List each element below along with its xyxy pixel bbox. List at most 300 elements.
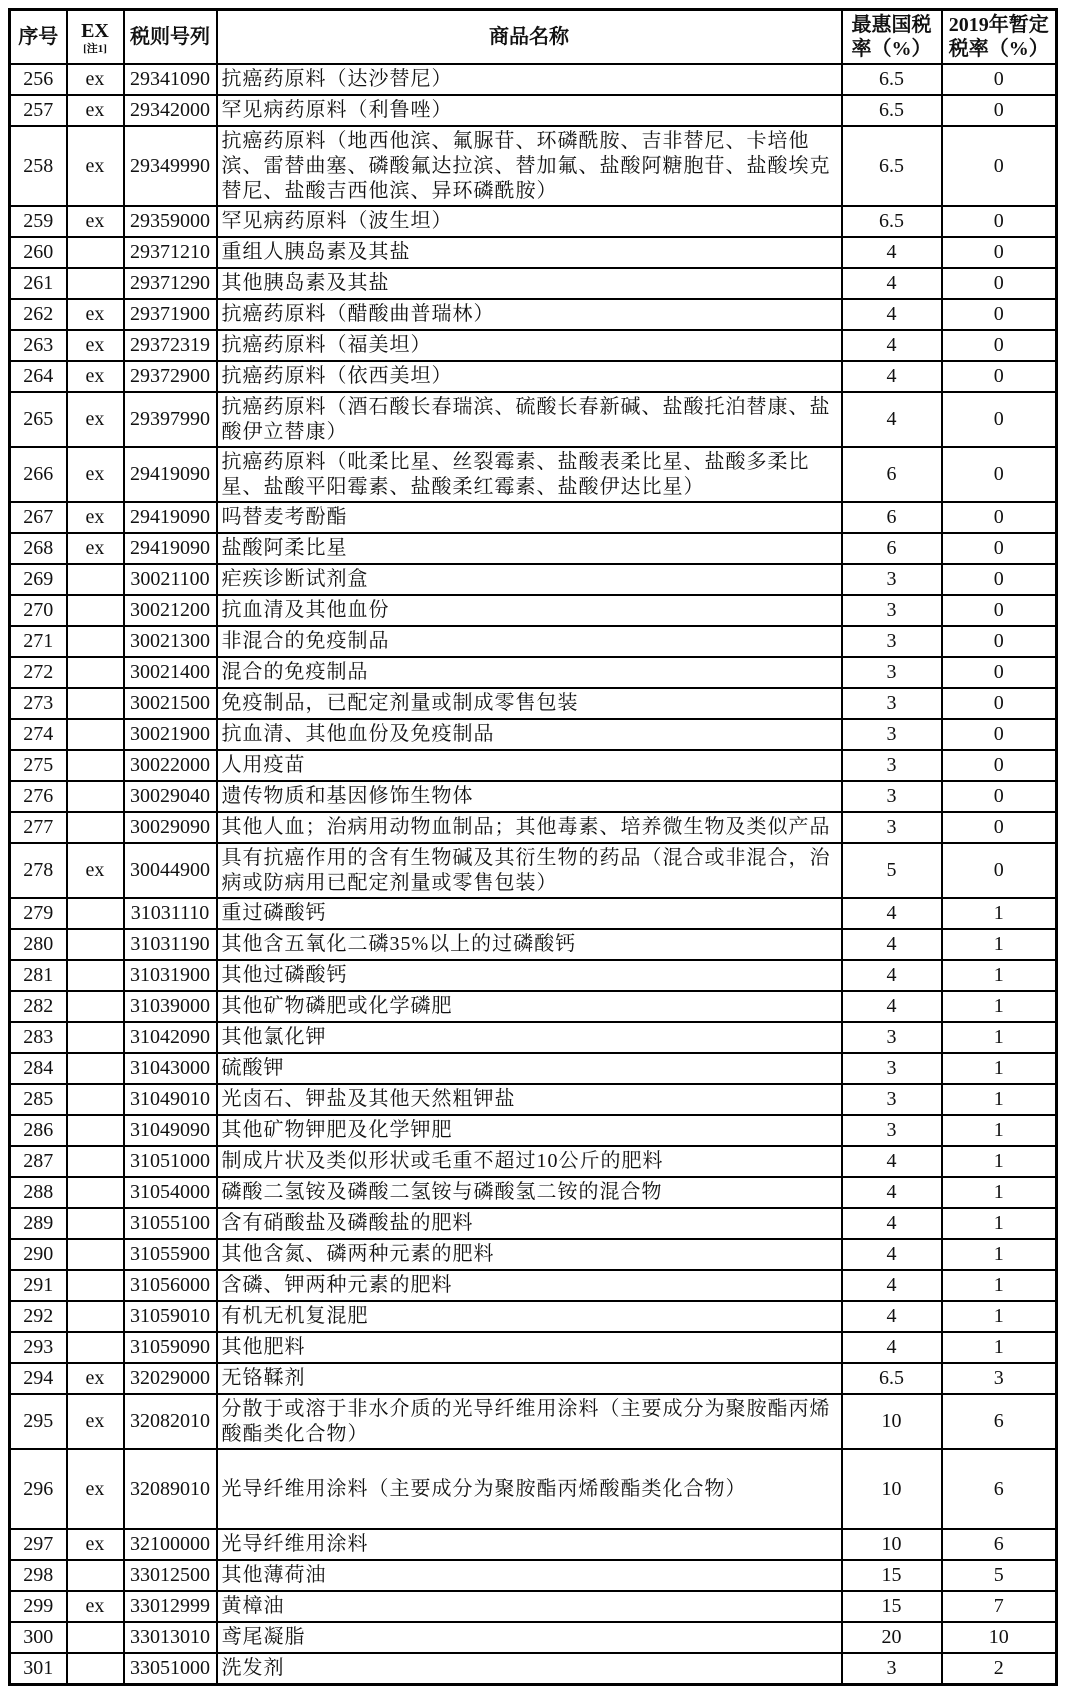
code-cell: 29419090	[124, 533, 217, 564]
seq-cell: 257	[10, 95, 67, 126]
ex-cell	[67, 719, 124, 750]
mfn-rate-cell: 3	[842, 626, 942, 657]
mfn-rate-cell: 3	[842, 1115, 942, 1146]
seq-cell: 293	[10, 1332, 67, 1363]
table-row	[10, 1301, 1057, 1332]
interim-rate-cell: 0	[942, 564, 1057, 595]
header-mfn-rate: 最惠国税率（%）	[842, 10, 942, 65]
interim-rate-cell: 1	[942, 898, 1057, 929]
code-cell: 29349990	[124, 126, 217, 206]
table-row	[10, 1560, 1057, 1591]
interim-rate-cell: 0	[942, 299, 1057, 330]
code-cell: 33013010	[124, 1622, 217, 1653]
code-cell: 31059090	[124, 1332, 217, 1363]
seq-cell: 258	[10, 126, 67, 206]
mfn-rate-cell: 6	[842, 533, 942, 564]
code-cell: 31049010	[124, 1084, 217, 1115]
seq-cell: 297	[10, 1529, 67, 1560]
mfn-rate-cell: 4	[842, 268, 942, 299]
ex-cell	[67, 657, 124, 688]
name-cell: 重组人胰岛素及其盐	[217, 237, 842, 268]
header-code: 税则号列	[124, 10, 217, 65]
table-row	[10, 1449, 1057, 1529]
seq-cell: 291	[10, 1270, 67, 1301]
code-cell: 29341090	[124, 64, 217, 95]
name-cell: 无铬鞣剂	[217, 1363, 842, 1394]
name-cell: 其他含五氧化二磷35%以上的过磷酸钙	[217, 929, 842, 960]
code-cell: 33012500	[124, 1560, 217, 1591]
name-cell: 非混合的免疫制品	[217, 626, 842, 657]
seq-cell: 274	[10, 719, 67, 750]
ex-cell: ex	[67, 299, 124, 330]
seq-cell: 281	[10, 960, 67, 991]
table-row	[10, 750, 1057, 781]
name-cell: 黄樟油	[217, 1591, 842, 1622]
name-cell: 混合的免疫制品	[217, 657, 842, 688]
seq-cell: 295	[10, 1394, 67, 1449]
seq-cell: 280	[10, 929, 67, 960]
interim-rate-cell: 0	[942, 719, 1057, 750]
table-row	[10, 1239, 1057, 1270]
code-cell: 30044900	[124, 843, 217, 898]
table-row	[10, 447, 1057, 502]
ex-cell: ex	[67, 206, 124, 237]
table-row	[10, 1622, 1057, 1653]
name-cell: 硫酸钾	[217, 1053, 842, 1084]
ex-cell	[67, 1653, 124, 1685]
code-cell: 30021100	[124, 564, 217, 595]
mfn-rate-cell: 4	[842, 1239, 942, 1270]
mfn-rate-cell: 4	[842, 1332, 942, 1363]
code-cell: 31049090	[124, 1115, 217, 1146]
interim-rate-cell: 6	[942, 1449, 1057, 1529]
code-cell: 29371290	[124, 268, 217, 299]
code-cell: 32089010	[124, 1449, 217, 1529]
seq-cell: 296	[10, 1449, 67, 1529]
interim-rate-cell: 0	[942, 595, 1057, 626]
interim-rate-cell: 0	[942, 330, 1057, 361]
mfn-rate-cell: 4	[842, 1208, 942, 1239]
table-row	[10, 929, 1057, 960]
name-cell: 含有硝酸盐及磷酸盐的肥料	[217, 1208, 842, 1239]
ex-cell	[67, 1622, 124, 1653]
seq-cell: 259	[10, 206, 67, 237]
ex-cell	[67, 1084, 124, 1115]
name-cell: 洗发剂	[217, 1653, 842, 1685]
ex-cell	[67, 781, 124, 812]
seq-cell: 272	[10, 657, 67, 688]
mfn-rate-cell: 4	[842, 929, 942, 960]
ex-cell	[67, 898, 124, 929]
mfn-rate-cell: 10	[842, 1394, 942, 1449]
code-cell: 30021300	[124, 626, 217, 657]
name-cell: 疟疾诊断试剂盒	[217, 564, 842, 595]
name-cell: 其他过磷酸钙	[217, 960, 842, 991]
interim-rate-cell: 10	[942, 1622, 1057, 1653]
ex-cell: ex	[67, 64, 124, 95]
interim-rate-cell: 1	[942, 960, 1057, 991]
table-row	[10, 299, 1057, 330]
seq-cell: 268	[10, 533, 67, 564]
code-cell: 31039000	[124, 991, 217, 1022]
header-interim-rate: 2019年暂定税率（%）	[942, 10, 1057, 65]
code-cell: 33051000	[124, 1653, 217, 1685]
seq-cell: 283	[10, 1022, 67, 1053]
header-ex-label: EX	[81, 20, 109, 42]
ex-cell	[67, 1146, 124, 1177]
mfn-rate-cell: 4	[842, 330, 942, 361]
code-cell: 30021400	[124, 657, 217, 688]
ex-cell: ex	[67, 1529, 124, 1560]
ex-cell	[67, 1208, 124, 1239]
name-cell: 抗癌药原料（依西美坦）	[217, 361, 842, 392]
ex-cell: ex	[67, 126, 124, 206]
name-cell: 磷酸二氢铵及磷酸二氢铵与磷酸氢二铵的混合物	[217, 1177, 842, 1208]
ex-cell	[67, 1239, 124, 1270]
code-cell: 31031190	[124, 929, 217, 960]
seq-cell: 260	[10, 237, 67, 268]
table-row	[10, 361, 1057, 392]
ex-cell	[67, 929, 124, 960]
interim-rate-cell: 6	[942, 1529, 1057, 1560]
code-cell: 29342000	[124, 95, 217, 126]
seq-cell: 286	[10, 1115, 67, 1146]
table-row	[10, 843, 1057, 898]
ex-cell	[67, 1270, 124, 1301]
mfn-rate-cell: 4	[842, 960, 942, 991]
code-cell: 30029090	[124, 812, 217, 843]
seq-cell: 299	[10, 1591, 67, 1622]
name-cell: 其他薄荷油	[217, 1560, 842, 1591]
name-cell: 光卤石、钾盐及其他天然粗钾盐	[217, 1084, 842, 1115]
ex-cell	[67, 688, 124, 719]
header-seq: 序号	[10, 10, 67, 65]
code-cell: 31042090	[124, 1022, 217, 1053]
mfn-rate-cell: 3	[842, 657, 942, 688]
mfn-rate-cell: 3	[842, 781, 942, 812]
code-cell: 30022000	[124, 750, 217, 781]
mfn-rate-cell: 15	[842, 1591, 942, 1622]
interim-rate-cell: 1	[942, 1053, 1057, 1084]
interim-rate-cell: 2	[942, 1653, 1057, 1685]
ex-cell	[67, 1177, 124, 1208]
name-cell: 罕见病药原料（波生坦）	[217, 206, 842, 237]
mfn-rate-cell: 10	[842, 1529, 942, 1560]
ex-cell	[67, 237, 124, 268]
table-row	[10, 533, 1057, 564]
ex-cell	[67, 812, 124, 843]
table-row	[10, 688, 1057, 719]
name-cell: 其他含氮、磷两种元素的肥料	[217, 1239, 842, 1270]
table-row	[10, 330, 1057, 361]
mfn-rate-cell: 4	[842, 361, 942, 392]
code-cell: 31051000	[124, 1146, 217, 1177]
table-row	[10, 1084, 1057, 1115]
ex-cell: ex	[67, 1363, 124, 1394]
name-cell: 分散于或溶于非水介质的光导纤维用涂料（主要成分为聚胺酯丙烯酸酯类化合物）	[217, 1394, 842, 1449]
name-cell: 抗癌药原料（福美坦）	[217, 330, 842, 361]
code-cell: 31056000	[124, 1270, 217, 1301]
ex-cell	[67, 960, 124, 991]
table-row	[10, 991, 1057, 1022]
mfn-rate-cell: 10	[842, 1449, 942, 1529]
table-row	[10, 1177, 1057, 1208]
ex-cell: ex	[67, 1394, 124, 1449]
header-ex-note: [注1]	[83, 43, 107, 55]
code-cell: 31055900	[124, 1239, 217, 1270]
mfn-rate-cell: 4	[842, 1301, 942, 1332]
interim-rate-cell: 0	[942, 64, 1057, 95]
code-cell: 32082010	[124, 1394, 217, 1449]
name-cell: 免疫制品，已配定剂量或制成零售包装	[217, 688, 842, 719]
header-name: 商品名称	[217, 10, 842, 65]
mfn-rate-cell: 4	[842, 898, 942, 929]
ex-cell	[67, 1560, 124, 1591]
mfn-rate-cell: 6	[842, 447, 942, 502]
seq-cell: 261	[10, 268, 67, 299]
name-cell: 抗癌药原料（吡柔比星、丝裂霉素、盐酸表柔比星、盐酸多柔比星、盐酸平阳霉素、盐酸柔红霉素、盐酸伊达比星）	[217, 447, 842, 502]
mfn-rate-cell: 3	[842, 750, 942, 781]
interim-rate-cell: 1	[942, 1115, 1057, 1146]
seq-cell: 300	[10, 1622, 67, 1653]
table-row	[10, 564, 1057, 595]
name-cell: 其他胰岛素及其盐	[217, 268, 842, 299]
interim-rate-cell: 0	[942, 447, 1057, 502]
table-row	[10, 392, 1057, 447]
code-cell: 32029000	[124, 1363, 217, 1394]
interim-rate-cell: 0	[942, 268, 1057, 299]
name-cell: 抗血清及其他血份	[217, 595, 842, 626]
seq-cell: 298	[10, 1560, 67, 1591]
table-row	[10, 812, 1057, 843]
interim-rate-cell: 1	[942, 1270, 1057, 1301]
mfn-rate-cell: 6.5	[842, 206, 942, 237]
mfn-rate-cell: 4	[842, 392, 942, 447]
interim-rate-cell: 0	[942, 95, 1057, 126]
seq-cell: 289	[10, 1208, 67, 1239]
interim-rate-cell: 0	[942, 392, 1057, 447]
name-cell: 含磷、钾两种元素的肥料	[217, 1270, 842, 1301]
code-cell: 29359000	[124, 206, 217, 237]
code-cell: 29419090	[124, 502, 217, 533]
seq-cell: 278	[10, 843, 67, 898]
interim-rate-cell: 1	[942, 1208, 1057, 1239]
name-cell: 罕见病药原料（利鲁唑）	[217, 95, 842, 126]
ex-cell: ex	[67, 843, 124, 898]
interim-rate-cell: 1	[942, 929, 1057, 960]
table-row	[10, 1529, 1057, 1560]
ex-cell: ex	[67, 95, 124, 126]
seq-cell: 288	[10, 1177, 67, 1208]
code-cell: 30021900	[124, 719, 217, 750]
ex-cell	[67, 1332, 124, 1363]
ex-cell	[67, 1115, 124, 1146]
seq-cell: 262	[10, 299, 67, 330]
mfn-rate-cell: 3	[842, 1084, 942, 1115]
name-cell: 抗癌药原料（达沙替尼）	[217, 64, 842, 95]
table-row	[10, 268, 1057, 299]
seq-cell: 282	[10, 991, 67, 1022]
ex-cell	[67, 750, 124, 781]
name-cell: 光导纤维用涂料	[217, 1529, 842, 1560]
code-cell: 29397990	[124, 392, 217, 447]
seq-cell: 256	[10, 64, 67, 95]
mfn-rate-cell: 4	[842, 1177, 942, 1208]
table-row	[10, 595, 1057, 626]
table-row	[10, 719, 1057, 750]
table-row	[10, 1394, 1057, 1449]
code-cell: 32100000	[124, 1529, 217, 1560]
interim-rate-cell: 1	[942, 1022, 1057, 1053]
name-cell: 其他矿物磷肥或化学磷肥	[217, 991, 842, 1022]
tariff-table	[8, 8, 1058, 1686]
name-cell: 其他氯化钾	[217, 1022, 842, 1053]
interim-rate-cell: 0	[942, 843, 1057, 898]
interim-rate-cell: 1	[942, 1332, 1057, 1363]
interim-rate-cell: 0	[942, 812, 1057, 843]
ex-cell: ex	[67, 502, 124, 533]
table-row	[10, 626, 1057, 657]
seq-cell: 285	[10, 1084, 67, 1115]
code-cell: 31055100	[124, 1208, 217, 1239]
seq-cell: 287	[10, 1146, 67, 1177]
code-cell: 33012999	[124, 1591, 217, 1622]
mfn-rate-cell: 4	[842, 1146, 942, 1177]
name-cell: 其他肥料	[217, 1332, 842, 1363]
ex-cell	[67, 1053, 124, 1084]
code-cell: 29372319	[124, 330, 217, 361]
seq-cell: 290	[10, 1239, 67, 1270]
interim-rate-cell: 0	[942, 533, 1057, 564]
name-cell: 制成片状及类似形状或毛重不超过10公斤的肥料	[217, 1146, 842, 1177]
name-cell: 鸢尾凝脂	[217, 1622, 842, 1653]
interim-rate-cell: 7	[942, 1591, 1057, 1622]
interim-rate-cell: 0	[942, 126, 1057, 206]
name-cell: 吗替麦考酚酯	[217, 502, 842, 533]
mfn-rate-cell: 6.5	[842, 95, 942, 126]
mfn-rate-cell: 4	[842, 237, 942, 268]
mfn-rate-cell: 15	[842, 1560, 942, 1591]
interim-rate-cell: 0	[942, 781, 1057, 812]
seq-cell: 264	[10, 361, 67, 392]
seq-cell: 273	[10, 688, 67, 719]
table-row	[10, 206, 1057, 237]
code-cell: 30021200	[124, 595, 217, 626]
code-cell: 29371210	[124, 237, 217, 268]
ex-cell	[67, 595, 124, 626]
ex-cell	[67, 1022, 124, 1053]
mfn-rate-cell: 3	[842, 564, 942, 595]
seq-cell: 275	[10, 750, 67, 781]
name-cell: 盐酸阿柔比星	[217, 533, 842, 564]
name-cell: 抗癌药原料（酒石酸长春瑞滨、硫酸长春新碱、盐酸托泊替康、盐酸伊立替康）	[217, 392, 842, 447]
code-cell: 30029040	[124, 781, 217, 812]
mfn-rate-cell: 6.5	[842, 64, 942, 95]
interim-rate-cell: 0	[942, 688, 1057, 719]
name-cell: 人用疫苗	[217, 750, 842, 781]
name-cell: 抗癌药原料（醋酸曲普瑞林）	[217, 299, 842, 330]
name-cell: 重过磷酸钙	[217, 898, 842, 929]
ex-cell: ex	[67, 533, 124, 564]
table-row	[10, 1115, 1057, 1146]
name-cell: 有机无机复混肥	[217, 1301, 842, 1332]
code-cell: 29419090	[124, 447, 217, 502]
table-row	[10, 781, 1057, 812]
seq-cell: 271	[10, 626, 67, 657]
interim-rate-cell: 1	[942, 1146, 1057, 1177]
header-ex	[67, 10, 124, 65]
ex-cell	[67, 268, 124, 299]
table-row	[10, 1146, 1057, 1177]
interim-rate-cell: 5	[942, 1560, 1057, 1591]
table-row	[10, 95, 1057, 126]
table-row	[10, 1053, 1057, 1084]
table-row	[10, 1270, 1057, 1301]
name-cell: 抗血清、其他血份及免疫制品	[217, 719, 842, 750]
interim-rate-cell: 0	[942, 502, 1057, 533]
interim-rate-cell: 1	[942, 1177, 1057, 1208]
table-row	[10, 1653, 1057, 1685]
seq-cell: 284	[10, 1053, 67, 1084]
seq-cell: 263	[10, 330, 67, 361]
mfn-rate-cell: 3	[842, 1022, 942, 1053]
name-cell: 抗癌药原料（地西他滨、氟脲苷、环磷酰胺、吉非替尼、卡培他滨、雷替曲塞、磷酸氟达拉滨、替加氟、盐酸阿糖胞苷、盐酸埃克替尼、盐酸吉西他滨、异环磷酰胺）	[217, 126, 842, 206]
table-row	[10, 1591, 1057, 1622]
ex-cell: ex	[67, 361, 124, 392]
table-row	[10, 657, 1057, 688]
mfn-rate-cell: 6	[842, 502, 942, 533]
ex-cell	[67, 1301, 124, 1332]
table-row	[10, 237, 1057, 268]
interim-rate-cell: 1	[942, 1084, 1057, 1115]
seq-cell: 294	[10, 1363, 67, 1394]
interim-rate-cell: 1	[942, 991, 1057, 1022]
mfn-rate-cell: 3	[842, 812, 942, 843]
name-cell: 其他人血；治病用动物血制品；其他毒素、培养微生物及类似产品	[217, 812, 842, 843]
table-row	[10, 64, 1057, 95]
mfn-rate-cell: 4	[842, 1270, 942, 1301]
code-cell: 31031900	[124, 960, 217, 991]
mfn-rate-cell: 20	[842, 1622, 942, 1653]
mfn-rate-cell: 4	[842, 299, 942, 330]
seq-cell: 276	[10, 781, 67, 812]
table-row	[10, 126, 1057, 206]
ex-cell	[67, 626, 124, 657]
interim-rate-cell: 3	[942, 1363, 1057, 1394]
interim-rate-cell: 6	[942, 1394, 1057, 1449]
mfn-rate-cell: 6.5	[842, 126, 942, 206]
name-cell: 遗传物质和基因修饰生物体	[217, 781, 842, 812]
code-cell: 31054000	[124, 1177, 217, 1208]
seq-cell: 269	[10, 564, 67, 595]
ex-cell: ex	[67, 447, 124, 502]
ex-cell: ex	[67, 1449, 124, 1529]
interim-rate-cell: 1	[942, 1301, 1057, 1332]
mfn-rate-cell: 3	[842, 1053, 942, 1084]
interim-rate-cell: 0	[942, 626, 1057, 657]
mfn-rate-cell: 3	[842, 595, 942, 626]
ex-cell: ex	[67, 1591, 124, 1622]
ex-cell	[67, 564, 124, 595]
table-row	[10, 898, 1057, 929]
seq-cell: 279	[10, 898, 67, 929]
interim-rate-cell: 0	[942, 206, 1057, 237]
code-cell: 31043000	[124, 1053, 217, 1084]
table-row	[10, 1022, 1057, 1053]
mfn-rate-cell: 3	[842, 719, 942, 750]
interim-rate-cell: 0	[942, 237, 1057, 268]
seq-cell: 266	[10, 447, 67, 502]
